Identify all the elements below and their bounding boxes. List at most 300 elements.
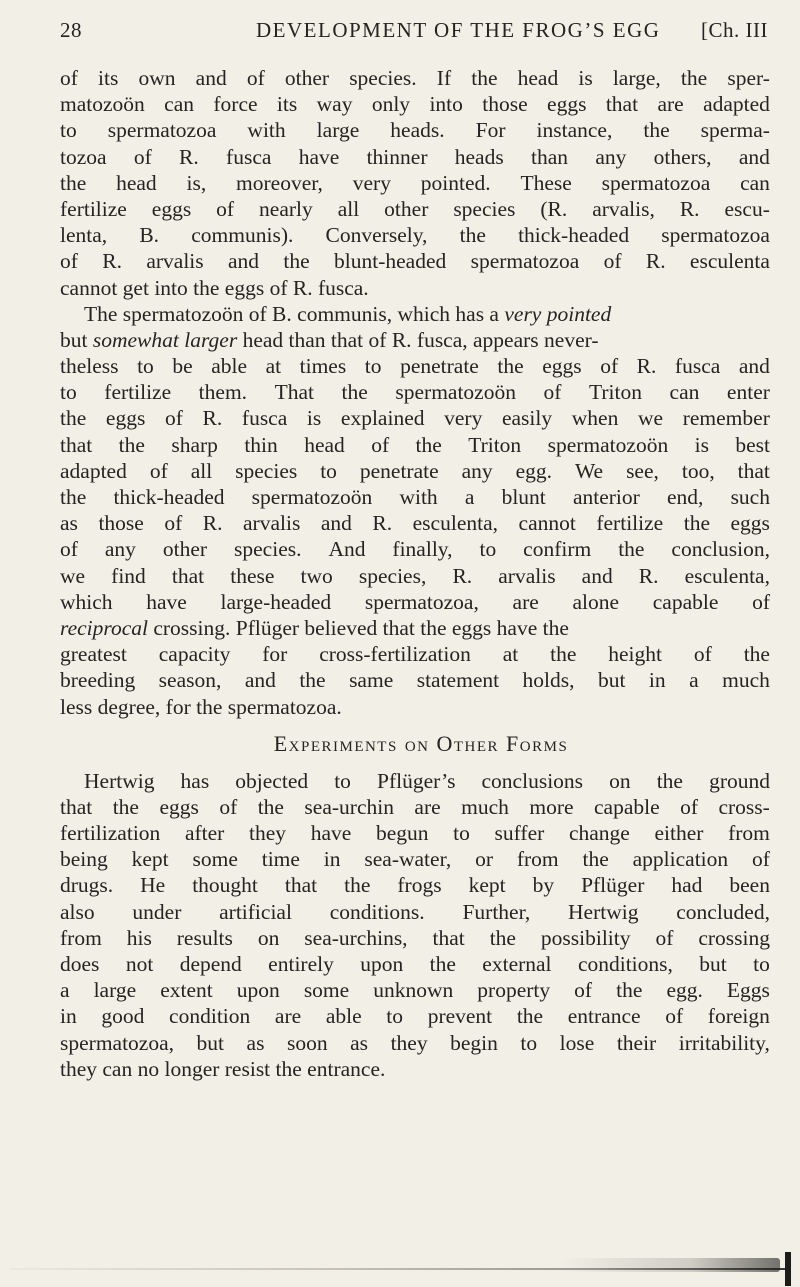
word: spermatozoa (107, 118, 217, 143)
word: of (574, 978, 593, 1003)
word: after (184, 821, 225, 846)
word: Conversely, (325, 223, 428, 248)
word: which (60, 589, 113, 614)
word: eggs (547, 92, 587, 117)
word: and (738, 354, 770, 379)
word: R. (202, 511, 223, 536)
word: to (520, 1030, 538, 1055)
text-line (60, 248, 770, 274)
word: times (299, 354, 347, 379)
word: nearly (259, 196, 313, 221)
word: are (512, 589, 539, 614)
word: than (531, 144, 569, 169)
word: kept (131, 847, 169, 872)
word: very (352, 170, 391, 195)
paragraph-3 (60, 768, 770, 1082)
word: has (180, 768, 210, 793)
word: blunt (501, 485, 546, 509)
word: fusca (674, 354, 721, 379)
word: thought (192, 873, 258, 898)
word: much (461, 794, 509, 819)
word: all (337, 196, 360, 221)
word: as (350, 1030, 369, 1055)
word: to (364, 354, 382, 379)
word: fertilization (60, 821, 161, 846)
text-line (60, 589, 770, 615)
word: external (482, 952, 552, 976)
word: them. (198, 380, 248, 405)
word: capable (594, 794, 660, 819)
word: is (694, 432, 709, 457)
word: R. (179, 144, 199, 169)
word: the (429, 952, 456, 976)
word: sperma- (700, 118, 770, 143)
word: of (60, 249, 78, 274)
word: also (60, 899, 95, 924)
word: see, (626, 458, 659, 483)
word: sea-urchins, (304, 925, 408, 950)
word: sea-water, (364, 847, 452, 872)
word: sper- (727, 66, 770, 90)
word: the (616, 978, 643, 1003)
word: we (637, 406, 664, 431)
word: that (737, 458, 770, 483)
word: to (334, 768, 351, 793)
word: the (680, 66, 708, 90)
word: had (671, 873, 703, 898)
word: the (60, 170, 87, 195)
word: height (608, 642, 663, 667)
word: or (475, 847, 494, 872)
word: the (459, 223, 486, 248)
word: under (132, 899, 182, 924)
word: his (126, 925, 152, 950)
word: conditions, (577, 952, 673, 976)
word: of (752, 589, 770, 614)
word: the (60, 485, 87, 509)
text-line (60, 1003, 770, 1029)
text-line (60, 872, 770, 898)
word: arvalis (498, 563, 556, 588)
word: large (316, 118, 360, 143)
word: and (320, 511, 352, 536)
text-line (60, 379, 770, 405)
word: thick-headed (518, 223, 630, 248)
word: the (618, 537, 645, 562)
word: to (60, 380, 77, 405)
word: begin (450, 1030, 498, 1055)
paragraph-2-end (60, 641, 770, 693)
word: and (227, 249, 260, 274)
word: and (195, 66, 227, 90)
word: lenta, (60, 223, 108, 248)
emphasis: somewhat larger (92, 327, 238, 352)
word: For (475, 118, 506, 143)
word: adapted (703, 92, 770, 117)
word: of (693, 642, 712, 667)
word: cross-fertilization (319, 642, 471, 667)
word: from (728, 821, 770, 846)
word: that (432, 925, 465, 950)
word: artificial (219, 899, 292, 924)
word: the (643, 118, 670, 143)
emphasis: reciprocal (60, 615, 148, 640)
word: the (299, 668, 326, 693)
word: He (140, 873, 166, 898)
word: when (571, 406, 619, 431)
word: sea-urchin (304, 794, 394, 819)
word: its (276, 92, 298, 117)
word: species (453, 196, 516, 221)
word: large, (612, 66, 661, 90)
word: but (196, 1030, 225, 1055)
word: R. (202, 406, 223, 431)
word: property (477, 978, 551, 1003)
word: to (386, 1004, 404, 1029)
text-line (60, 846, 770, 872)
word: breeding (60, 668, 136, 693)
word: the (415, 432, 442, 457)
word: some (303, 978, 350, 1003)
text-line: they can no longer resist the entrance. (60, 1056, 386, 1081)
word: That (274, 380, 314, 405)
word: instance, (536, 118, 613, 143)
scan-edge-mark (785, 1252, 791, 1286)
word: that (605, 92, 639, 117)
word: on (257, 925, 280, 950)
word: B. (139, 223, 160, 248)
word: egg. (515, 458, 553, 483)
text-line: reciprocal crossing. Pflüger believed that the eggs have the (60, 615, 569, 640)
word: of (133, 144, 152, 169)
word: moreover, (236, 170, 323, 195)
text-line (60, 484, 770, 510)
word: R. (645, 249, 666, 274)
text-line (60, 117, 770, 143)
word: own (138, 66, 176, 90)
word: does (60, 952, 100, 976)
word: is (578, 66, 593, 90)
word: These (520, 170, 572, 195)
word: the (341, 380, 368, 405)
word: upon (360, 952, 404, 976)
word: that (60, 794, 93, 819)
word: by (532, 873, 555, 898)
word: season, (158, 668, 222, 693)
word: holds, (522, 668, 575, 693)
word: species (235, 458, 298, 483)
word: any (461, 458, 493, 483)
text-line (60, 91, 770, 117)
word: cross- (718, 794, 770, 819)
word: esculenta (689, 249, 770, 274)
word: the (344, 873, 371, 898)
word: of (600, 354, 619, 379)
word: those (482, 92, 528, 117)
word: conditions. (329, 899, 425, 924)
word: spermatozoön (395, 380, 516, 405)
word: We (574, 458, 604, 483)
text-line (60, 794, 770, 820)
word: the (60, 406, 87, 431)
word: drugs. (60, 873, 114, 898)
text-line (60, 641, 770, 667)
word: enter (726, 380, 770, 405)
word: their (616, 1030, 657, 1055)
word: able (211, 354, 248, 379)
word: esculenta, (412, 511, 499, 536)
word: the (257, 794, 284, 819)
word: R. (638, 563, 659, 588)
word: If (436, 66, 452, 90)
word: large-headed (220, 589, 332, 614)
word: the (112, 794, 139, 819)
body-text (60, 65, 770, 1082)
word: species, (358, 563, 427, 588)
word: spermatozoa (601, 170, 711, 195)
emphasis: very pointed (504, 301, 612, 326)
word: that (60, 432, 93, 457)
word: very (444, 406, 483, 431)
word: the (582, 847, 609, 872)
word: other (284, 66, 330, 90)
word: thick-headed (113, 485, 225, 509)
word: the (497, 354, 524, 379)
word: eggs (159, 794, 199, 819)
word: finally, (392, 537, 453, 562)
word: in (60, 1004, 77, 1029)
word: any (595, 144, 627, 169)
word: be (172, 354, 193, 379)
word: its (98, 66, 119, 90)
text-line (60, 951, 770, 977)
word: crossing (698, 925, 770, 950)
word: large (93, 978, 137, 1003)
word: are (657, 92, 684, 117)
word: and (738, 144, 770, 169)
text-line (60, 899, 770, 925)
text-line (60, 977, 770, 1003)
word: only (371, 92, 411, 117)
word: all (190, 458, 213, 483)
word: in (323, 847, 341, 872)
word: capacity (158, 642, 231, 667)
word: as (60, 511, 78, 536)
word: egg. (666, 978, 703, 1003)
word: can (164, 92, 195, 117)
word: thin (244, 432, 278, 457)
word: heads. (390, 118, 445, 143)
word: that (284, 873, 318, 898)
word: those (98, 511, 144, 536)
word: these (230, 563, 275, 588)
word: other (384, 196, 429, 221)
text-line (60, 1030, 770, 1056)
word: end, (666, 485, 704, 509)
section-heading: Experiments on Other Forms (273, 730, 569, 756)
word: kept (468, 873, 506, 898)
word: others, (653, 144, 712, 169)
text-line (60, 563, 770, 589)
word: eggs (105, 406, 146, 431)
word: of (665, 1004, 684, 1029)
word: alone (572, 589, 620, 614)
word: condition (169, 1004, 251, 1029)
word: the (550, 642, 577, 667)
word: sharp (171, 432, 218, 457)
word: spermatozoön (547, 432, 669, 457)
word: theless (60, 354, 119, 379)
word: same (349, 668, 394, 693)
word: a (60, 978, 70, 1003)
word: to (479, 537, 497, 562)
word: heads (454, 144, 504, 169)
word: tozoa (60, 144, 107, 169)
chapter-reference: [Ch. III (701, 18, 768, 42)
word: arvalis (146, 249, 204, 274)
paragraph-2-middle (60, 353, 770, 615)
word: fertilize (596, 511, 664, 536)
word: have (146, 589, 187, 614)
word: as (246, 1030, 265, 1055)
word: Triton (468, 432, 522, 457)
word: the (283, 249, 310, 274)
word: ground (709, 768, 770, 793)
word: entirely (268, 952, 334, 976)
word: but (597, 668, 626, 693)
word: easily (501, 406, 553, 431)
text-line (60, 222, 770, 248)
paragraph-1 (60, 65, 770, 301)
word: with (247, 118, 286, 143)
word: but (699, 952, 727, 976)
word: to (137, 354, 154, 379)
word: entrance (567, 1004, 641, 1029)
word: arvalis, (592, 196, 655, 221)
word: of (149, 458, 168, 483)
word: soon (286, 1030, 328, 1055)
word: irritability, (678, 1030, 770, 1055)
word: possibility (540, 925, 631, 950)
word: Eggs (726, 978, 770, 1003)
word: fusca (226, 144, 272, 169)
word: with (399, 485, 438, 509)
word: Hertwig (568, 899, 639, 924)
word: the (489, 925, 516, 950)
word: two (300, 563, 333, 588)
word: on (609, 768, 631, 793)
text-line (60, 768, 770, 794)
word: conclusion, (671, 537, 770, 562)
text-line: but somewhat larger head than that of R. fusca, appears never- (60, 327, 599, 352)
word: from (60, 925, 102, 950)
word: anterior (572, 485, 640, 509)
word: spermatozoa, (60, 1030, 175, 1055)
word: we (60, 563, 86, 588)
word: Triton (589, 380, 642, 405)
word: species. (349, 66, 417, 90)
word: penetrate (359, 458, 439, 483)
paragraph-2 (60, 301, 770, 720)
word: more (529, 794, 574, 819)
word: spermatozoa (470, 249, 580, 274)
word: to (453, 821, 470, 846)
word: best (735, 432, 770, 457)
word: either (654, 821, 704, 846)
word: being (60, 847, 108, 872)
word: a (464, 485, 475, 509)
word: Further, (462, 899, 531, 924)
word: objected (235, 768, 309, 793)
word: of (216, 196, 235, 221)
word: are (274, 1004, 302, 1029)
word: species. (234, 537, 302, 562)
word: and (581, 563, 613, 588)
text-line (60, 536, 770, 562)
text-line (60, 144, 770, 170)
word: such (730, 485, 770, 509)
text-line (60, 65, 770, 91)
word: And (328, 537, 366, 562)
word: cannot (518, 511, 576, 536)
word: force (213, 92, 258, 117)
text-line (60, 820, 770, 846)
scan-edge-line (10, 1268, 790, 1270)
word: application (632, 847, 729, 872)
word: of (164, 406, 183, 431)
word: eggs (730, 511, 770, 536)
word: R. (102, 249, 122, 274)
word: of (60, 66, 78, 90)
word: change (568, 821, 630, 846)
text-line (60, 405, 770, 431)
word: are (414, 794, 441, 819)
word: arvalis (243, 511, 301, 536)
word: have (298, 144, 340, 169)
word: Pflüger (581, 873, 645, 898)
word: at (502, 642, 519, 667)
word: of (543, 380, 562, 405)
text-line (60, 196, 770, 222)
word: to (60, 118, 77, 143)
word: esculenta, (684, 563, 770, 588)
text-line (60, 170, 770, 196)
word: matozoön (60, 92, 145, 117)
word: (R. (540, 196, 568, 221)
word: a (689, 668, 699, 693)
word: can (669, 380, 700, 405)
word: too, (681, 458, 715, 483)
word: able (325, 1004, 362, 1029)
word: adapted (60, 458, 127, 483)
word: prevent (427, 1004, 493, 1029)
word: of (219, 794, 238, 819)
word: fertilize (60, 196, 127, 221)
word: other (162, 537, 208, 562)
word: suffer (494, 821, 545, 846)
text-line: cannot get into the eggs of R. fusca. (60, 275, 369, 300)
word: can (740, 170, 770, 195)
text-line (60, 667, 770, 693)
word: pointed. (420, 170, 491, 195)
word: from (516, 847, 559, 872)
word: remember (682, 406, 770, 431)
word: the (683, 511, 710, 536)
word: R. (636, 354, 657, 379)
word: to (320, 458, 337, 483)
word: eggs (151, 196, 192, 221)
word: fertilize (104, 380, 172, 405)
